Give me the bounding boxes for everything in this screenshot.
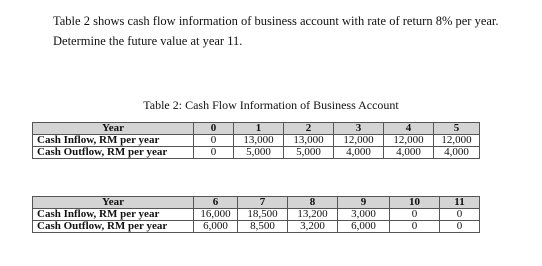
year-header-row xyxy=(33,197,480,209)
year-cell: 9 xyxy=(338,197,390,209)
problem-line-1: Table 2 shows cash flow information of business account with rate of return 8% per year. xyxy=(53,14,499,28)
year-cell: 0 xyxy=(194,123,234,135)
year-cell: 11 xyxy=(440,197,480,209)
value-cell: 18,500 xyxy=(238,209,288,221)
value-cell: 0 xyxy=(440,221,480,233)
value-cell: 6,000 xyxy=(194,221,238,233)
cash-flow-table-years-6-11 xyxy=(32,196,480,233)
year-cell: 3 xyxy=(334,123,384,135)
value-cell: 13,000 xyxy=(234,135,284,147)
year-cell: 6 xyxy=(194,197,238,209)
value-cell: 5,000 xyxy=(234,147,284,159)
value-cell: 0 xyxy=(390,209,440,221)
year-header-label: Year xyxy=(33,123,194,135)
value-cell: 12,000 xyxy=(384,135,434,147)
year-cell: 1 xyxy=(234,123,284,135)
cash-outflow-row xyxy=(33,221,480,233)
year-cell: 4 xyxy=(384,123,434,135)
value-cell: 4,000 xyxy=(434,147,480,159)
year-cell: 10 xyxy=(390,197,440,209)
value-cell: 4,000 xyxy=(384,147,434,159)
value-cell: 13,000 xyxy=(284,135,334,147)
cash-flow-table-years-0-5 xyxy=(32,122,480,159)
table-caption: Table 2: Cash Flow Information of Business Account xyxy=(143,98,399,112)
cash-outflow-row xyxy=(33,147,480,159)
year-header-label: Year xyxy=(33,197,194,209)
value-cell: 8,500 xyxy=(238,221,288,233)
year-cell: 7 xyxy=(238,197,288,209)
value-cell: 5,000 xyxy=(284,147,334,159)
year-cell: 5 xyxy=(434,123,480,135)
value-cell: 0 xyxy=(194,135,234,147)
value-cell: 0 xyxy=(440,209,480,221)
row-label: Cash Inflow, RM per year xyxy=(33,209,194,221)
value-cell: 16,000 xyxy=(194,209,238,221)
value-cell: 13,200 xyxy=(288,209,338,221)
year-cell: 8 xyxy=(288,197,338,209)
value-cell: 0 xyxy=(390,221,440,233)
cash-inflow-row xyxy=(33,209,480,221)
row-label: Cash Outflow, RM per year xyxy=(33,147,194,159)
problem-statement xyxy=(53,11,533,51)
value-cell: 4,000 xyxy=(334,147,384,159)
year-header-row xyxy=(33,123,480,135)
problem-line-2: Determine the future value at year 11. xyxy=(53,34,243,48)
value-cell: 12,000 xyxy=(334,135,384,147)
value-cell: 3,200 xyxy=(288,221,338,233)
value-cell: 3,000 xyxy=(338,209,390,221)
value-cell: 0 xyxy=(194,147,234,159)
year-cell: 2 xyxy=(284,123,334,135)
cash-inflow-row xyxy=(33,135,480,147)
row-label: Cash Outflow, RM per year xyxy=(33,221,194,233)
value-cell: 12,000 xyxy=(434,135,480,147)
row-label: Cash Inflow, RM per year xyxy=(33,135,194,147)
value-cell: 6,000 xyxy=(338,221,390,233)
